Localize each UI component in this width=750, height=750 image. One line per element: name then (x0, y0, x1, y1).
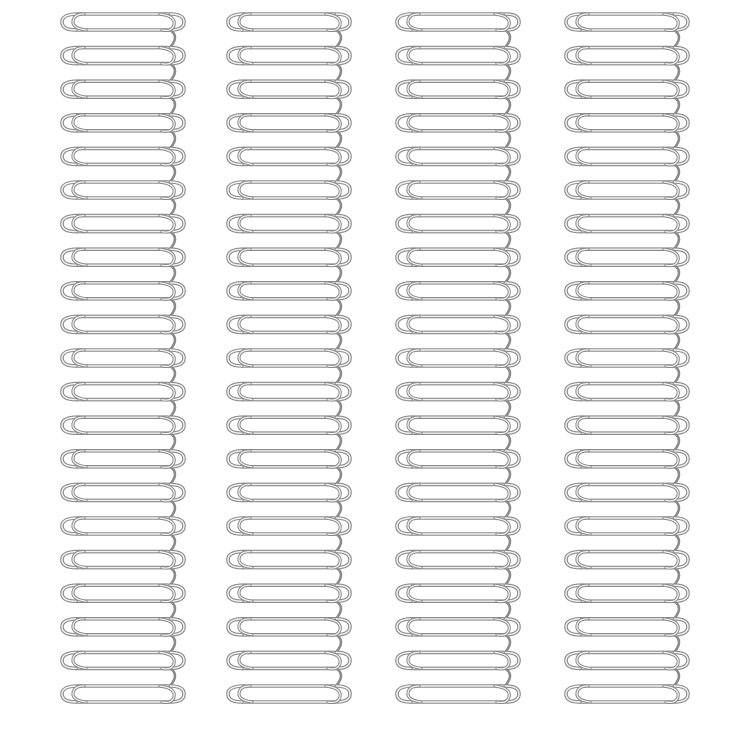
wire-loop (228, 148, 350, 182)
wire-loop (62, 417, 184, 451)
wire-loop (228, 417, 350, 451)
wire-loop (228, 552, 350, 586)
wire-loop (566, 350, 688, 384)
wire-loop (566, 484, 688, 518)
wire-loop (62, 451, 184, 485)
wire-loop (566, 115, 688, 149)
wire-loop (397, 283, 519, 317)
wire-loop (62, 518, 184, 552)
wire-loop (228, 451, 350, 485)
wire-loop (62, 283, 184, 317)
wire-loop (62, 249, 184, 283)
wire-loop (62, 652, 184, 686)
wire-loop (397, 350, 519, 384)
wire-loop (228, 686, 350, 702)
wire-loop (62, 552, 184, 586)
wire-loop (62, 316, 184, 350)
wire-loop (228, 14, 350, 48)
wire-loop (62, 619, 184, 653)
wire-loop (228, 48, 350, 82)
wire-loop (228, 384, 350, 418)
wire-loop (62, 216, 184, 250)
wire-loop (228, 216, 350, 250)
wire-loop (397, 585, 519, 619)
wire-loop (566, 552, 688, 586)
wire-loop (566, 585, 688, 619)
wire-loop (228, 249, 350, 283)
wire-loop (566, 619, 688, 653)
wire-loop (62, 48, 184, 82)
wire-loop (228, 81, 350, 115)
wire-loop (397, 652, 519, 686)
wire-loop (397, 148, 519, 182)
wire-loop (397, 249, 519, 283)
wire-loop (62, 585, 184, 619)
wire-loop (397, 216, 519, 250)
wire-loop (62, 81, 184, 115)
wire-loop (62, 350, 184, 384)
wire-loop (566, 249, 688, 283)
wire-loop (566, 81, 688, 115)
wire-loop (397, 316, 519, 350)
wire-loop (397, 417, 519, 451)
wire-loop (228, 115, 350, 149)
wire-loop (397, 48, 519, 82)
wire-loop (228, 585, 350, 619)
wire-loop (228, 316, 350, 350)
wire-loop (397, 619, 519, 653)
wire-loop (566, 216, 688, 250)
wire-loop (566, 384, 688, 418)
wire-loop (566, 148, 688, 182)
wire-loop (397, 115, 519, 149)
wire-loop (566, 48, 688, 82)
wire-loop (566, 283, 688, 317)
wire-loop (397, 552, 519, 586)
wire-loop (228, 283, 350, 317)
wire-loop (566, 417, 688, 451)
wire-loop (62, 148, 184, 182)
wire-loop (397, 518, 519, 552)
wire-loop (62, 182, 184, 216)
wire-spine (397, 14, 519, 702)
wire-loop (397, 686, 519, 702)
wire-spine (228, 14, 350, 702)
wire-loop (62, 384, 184, 418)
wire-loop (397, 182, 519, 216)
wire-loop (228, 350, 350, 384)
wire-loop (62, 115, 184, 149)
wire-loop (62, 14, 184, 48)
wire-spine (62, 14, 184, 702)
wire-loop (228, 619, 350, 653)
wire-loop (228, 652, 350, 686)
wire-loop (397, 384, 519, 418)
wire-loop (228, 484, 350, 518)
wire-loop (397, 484, 519, 518)
wire-spine (566, 14, 688, 702)
wire-loop (62, 686, 184, 702)
wire-loop (566, 316, 688, 350)
wire-loop (566, 652, 688, 686)
wire-loop (566, 182, 688, 216)
wire-loop (228, 182, 350, 216)
wire-loop (566, 14, 688, 48)
wire-loop (397, 81, 519, 115)
wire-loop (566, 518, 688, 552)
wire-loop (62, 484, 184, 518)
wire-loop (397, 14, 519, 48)
wire-loop (397, 451, 519, 485)
wire-loop (566, 451, 688, 485)
wire-loop (228, 518, 350, 552)
wire-loop (566, 686, 688, 702)
